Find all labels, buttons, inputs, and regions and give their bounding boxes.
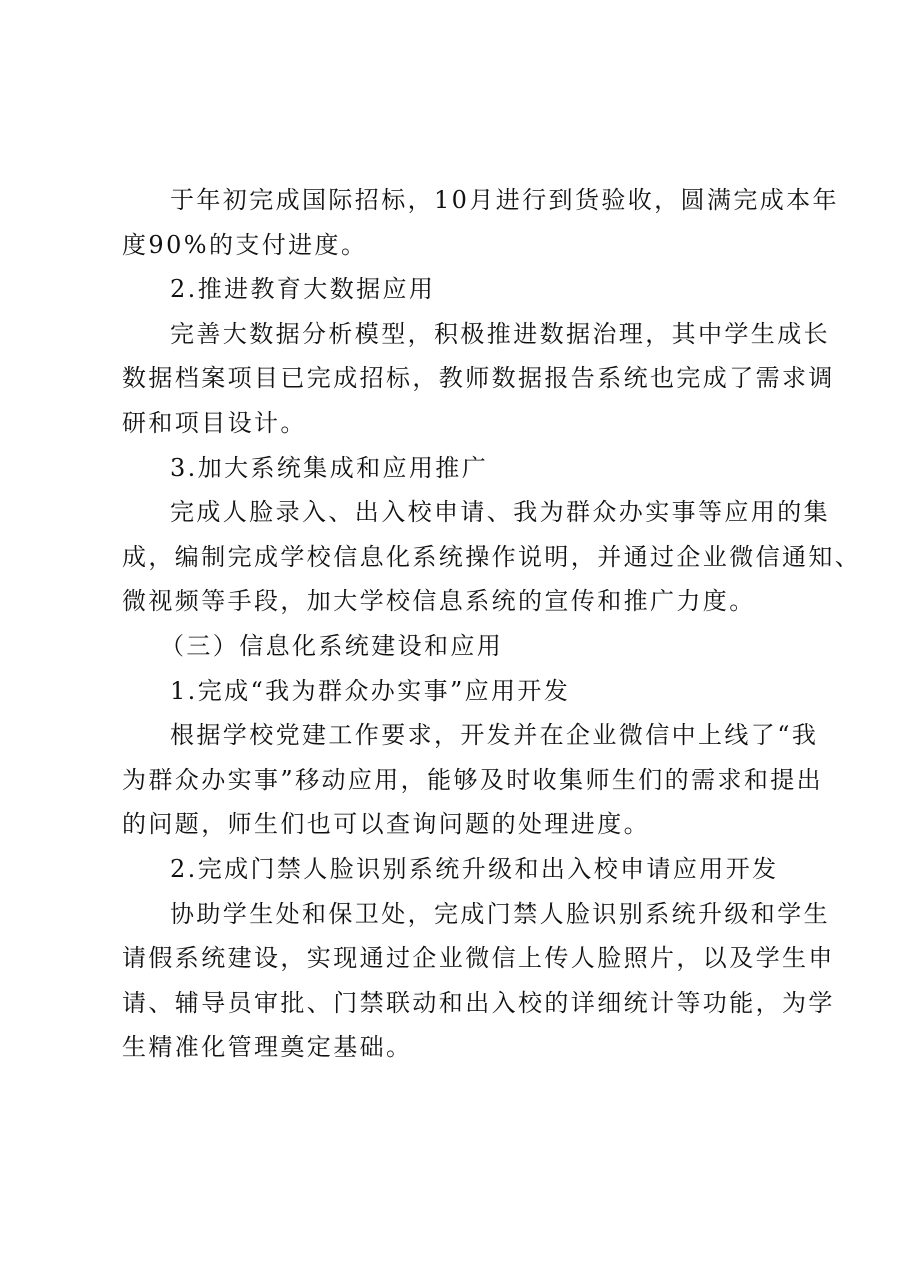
paragraph-line: 完善大数据分析模型，积极推进数据治理，其中学生成长 [170, 319, 830, 348]
section-heading: 1.完成“我为群众办实事”应用开发 [170, 676, 571, 705]
paragraph-line: 的问题，师生们也可以查询问题的处理进度。 [122, 810, 650, 839]
paragraph-line: 于年初完成国际招标，10月进行到货验收，圆满完成本年 [170, 186, 839, 214]
section-heading: 3.加大系统集成和应用推广 [170, 453, 489, 482]
paragraph-line: 完成人脸录入、出入校申请、我为群众办实事等应用的集 [170, 498, 830, 527]
document-body [122, 178, 862, 1070]
section-heading: 2.推进教育大数据应用 [170, 275, 436, 304]
paragraph-line: 协助学生处和保卫处，完成门禁人脸识别系统升级和学生 [170, 899, 830, 928]
paragraph-line: 度90%的支付进度。 [122, 230, 368, 259]
paragraph-line: 请、辅导员审批、门禁联动和出入校的详细统计等功能，为学 [122, 988, 835, 1017]
paragraph-line: 微视频等手段，加大学校信息系统的宣传和推广力度。 [122, 587, 756, 616]
paragraph-line: 研和项目设计。 [122, 408, 307, 437]
chapter-heading: （三）信息化系统建设和应用 [160, 631, 504, 660]
paragraph-line: 生精准化管理奠定基础。 [122, 1033, 413, 1062]
section-heading: 2.完成门禁人脸识别系统升级和出入校申请应用开发 [170, 854, 779, 883]
paragraph-line: 请假系统建设，实现通过企业微信上传人脸照片，以及学生申 [122, 944, 835, 973]
paragraph-line: 成，编制完成学校信息化系统操作说明，并通过企业微信通知、 [122, 542, 862, 571]
paragraph-line: 数据档案项目已完成招标，教师数据报告系统也完成了需求调 [122, 364, 835, 393]
paragraph-line: 根据学校党建工作要求，开发并在企业微信中上线了“我 [170, 721, 819, 750]
paragraph-line: 为群众办实事”移动应用，能够及时收集师生们的需求和提出 [122, 765, 824, 794]
